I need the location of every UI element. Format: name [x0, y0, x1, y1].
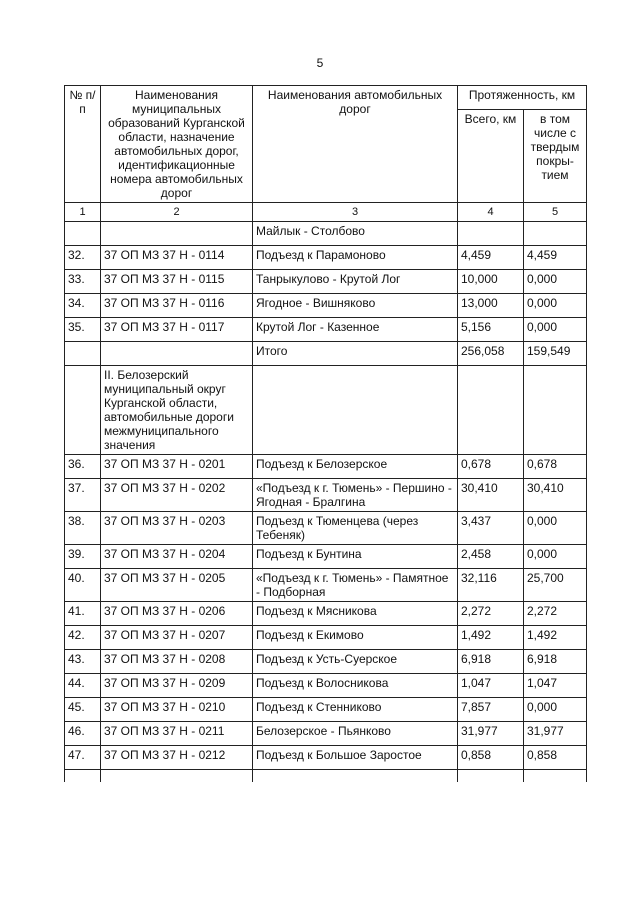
total-label: Итого — [253, 342, 458, 366]
table-row — [65, 674, 587, 698]
road-id: 37 ОП МЗ 37 Н - 0117 — [101, 318, 253, 342]
row-number: 39. — [65, 545, 101, 569]
length-total: 13,000 — [458, 294, 524, 318]
length-total: 0,858 — [458, 746, 524, 770]
road-name: Белозерское - Пьянково — [253, 722, 458, 746]
section-row — [65, 366, 587, 455]
table-row — [65, 698, 587, 722]
road-name: Подъезд к Парамоново — [253, 246, 458, 270]
road-id: 37 ОП МЗ 37 Н - 0201 — [101, 455, 253, 479]
length-total: 1,047 — [458, 674, 524, 698]
row-number: 46. — [65, 722, 101, 746]
table-row — [65, 479, 587, 512]
length-paved: 0,000 — [524, 294, 587, 318]
table-row — [65, 294, 587, 318]
length-total: 1,492 — [458, 626, 524, 650]
length-paved: 6,918 — [524, 650, 587, 674]
length-paved: 30,410 — [524, 479, 587, 512]
row-number: 40. — [65, 569, 101, 602]
road-name: Подъезд к Усть-Суерское — [253, 650, 458, 674]
table-row — [65, 569, 587, 602]
row-number: 47. — [65, 746, 101, 770]
road-name: Подъезд к Белозерское — [253, 455, 458, 479]
table-row — [65, 318, 587, 342]
row-number: 35. — [65, 318, 101, 342]
road-id: 37 ОП МЗ 37 Н - 0203 — [101, 512, 253, 545]
road-name: Ягодное - Вишняково — [253, 294, 458, 318]
table-row — [65, 270, 587, 294]
continued-row — [65, 222, 587, 246]
table-row — [65, 455, 587, 479]
road-name: Крутой Лог - Казенное — [253, 318, 458, 342]
length-paved: 0,000 — [524, 512, 587, 545]
length-paved: 0,000 — [524, 698, 587, 722]
road-id: 37 ОП МЗ 37 Н - 0116 — [101, 294, 253, 318]
length-paved: 0,000 — [524, 270, 587, 294]
road-name: Подъезд к Стенниково — [253, 698, 458, 722]
continuation-row — [65, 770, 587, 783]
length-total: 30,410 — [458, 479, 524, 512]
length-paved: 0,678 — [524, 455, 587, 479]
row-number: 38. — [65, 512, 101, 545]
road-name: Подъезд к Екимово — [253, 626, 458, 650]
road-name: Подъезд к Бунтина — [253, 545, 458, 569]
length-paved: 1,492 — [524, 626, 587, 650]
road-id: 37 ОП МЗ 37 Н - 0212 — [101, 746, 253, 770]
table-row — [65, 626, 587, 650]
length-paved: 25,700 — [524, 569, 587, 602]
length-total: 10,000 — [458, 270, 524, 294]
road-name: Подъезд к Тюменцева (через Тебеняк) — [253, 512, 458, 545]
table-row — [65, 512, 587, 545]
road-id: 37 ОП МЗ 37 Н - 0202 — [101, 479, 253, 512]
row-number: 34. — [65, 294, 101, 318]
length-paved: 0,858 — [524, 746, 587, 770]
road-id: 37 ОП МЗ 37 Н - 0209 — [101, 674, 253, 698]
total-paved: 159,549 — [524, 342, 587, 366]
road-id: 37 ОП МЗ 37 Н - 0115 — [101, 270, 253, 294]
road-id: 37 ОП МЗ 37 Н - 0206 — [101, 602, 253, 626]
road-name: Подъезд к Мясникова — [253, 602, 458, 626]
row-number: 37. — [65, 479, 101, 512]
length-total: 0,678 — [458, 455, 524, 479]
length-total: 3,437 — [458, 512, 524, 545]
row-number: 33. — [65, 270, 101, 294]
table-row — [65, 602, 587, 626]
road-id: 37 ОП МЗ 37 Н - 0208 — [101, 650, 253, 674]
header-row — [65, 86, 587, 110]
length-total: 4,459 — [458, 246, 524, 270]
column-number: 4 — [458, 203, 524, 222]
length-paved: 4,459 — [524, 246, 587, 270]
length-paved: 2,272 — [524, 602, 587, 626]
total-length: 256,058 — [458, 342, 524, 366]
header-road: Наименования автомобильных дорог — [253, 86, 458, 203]
table-row — [65, 746, 587, 770]
length-total: 32,116 — [458, 569, 524, 602]
length-total: 5,156 — [458, 318, 524, 342]
length-paved: 1,047 — [524, 674, 587, 698]
row-number: 32. — [65, 246, 101, 270]
road-name: Подъезд к Большое Заростое — [253, 746, 458, 770]
length-paved: 0,000 — [524, 545, 587, 569]
length-total: 7,857 — [458, 698, 524, 722]
length-paved: 0,000 — [524, 318, 587, 342]
column-number: 1 — [65, 203, 101, 222]
length-total: 6,918 — [458, 650, 524, 674]
road-id: 37 ОП МЗ 37 Н - 0114 — [101, 246, 253, 270]
column-number: 5 — [524, 203, 587, 222]
header-no: № п/п — [65, 86, 101, 203]
roads-table — [64, 85, 587, 782]
row-number: 36. — [65, 455, 101, 479]
table-row — [65, 650, 587, 674]
length-total: 2,458 — [458, 545, 524, 569]
road-name: Танрыкулово - Крутой Лог — [253, 270, 458, 294]
header-total: Всего, км — [458, 109, 524, 202]
row-number: 45. — [65, 698, 101, 722]
section-title: II. Белозерский муниципальный округ Курганской области, автомобильные дороги межмуниципального значения — [101, 366, 253, 455]
row-number: 43. — [65, 650, 101, 674]
header-length: Протяженность, км — [458, 86, 587, 110]
road-name: «Подъезд к г. Тюмень» - Першино - Ягодная - Бралгина — [253, 479, 458, 512]
table-row — [65, 545, 587, 569]
page-number: 5 — [316, 56, 324, 70]
header-municipality: Наименования муниципальных образований Курганской области, назначение автомобильных дорог, идентификационные номера автомобильных дорог — [101, 86, 253, 203]
row-number: 44. — [65, 674, 101, 698]
length-total: 31,977 — [458, 722, 524, 746]
row-number: 42. — [65, 626, 101, 650]
road-id: 37 ОП МЗ 37 Н - 0210 — [101, 698, 253, 722]
length-paved: 31,977 — [524, 722, 587, 746]
road-name: «Подъезд к г. Тюмень» - Памятное - Подборная — [253, 569, 458, 602]
table-row — [65, 722, 587, 746]
road-id: 37 ОП МЗ 37 Н - 0207 — [101, 626, 253, 650]
row-number: 41. — [65, 602, 101, 626]
total-row — [65, 342, 587, 366]
length-total: 2,272 — [458, 602, 524, 626]
road-id: 37 ОП МЗ 37 Н - 0204 — [101, 545, 253, 569]
road-name: Майлык - Столбово — [253, 222, 458, 246]
header-paved: в том числе с твердым покры-тием — [524, 109, 587, 202]
road-name: Подъезд к Волосникова — [253, 674, 458, 698]
road-id: 37 ОП МЗ 37 Н - 0211 — [101, 722, 253, 746]
column-numbers-row — [65, 203, 587, 222]
table-row — [65, 246, 587, 270]
road-id: 37 ОП МЗ 37 Н - 0205 — [101, 569, 253, 602]
column-number: 2 — [101, 203, 253, 222]
column-number: 3 — [253, 203, 458, 222]
